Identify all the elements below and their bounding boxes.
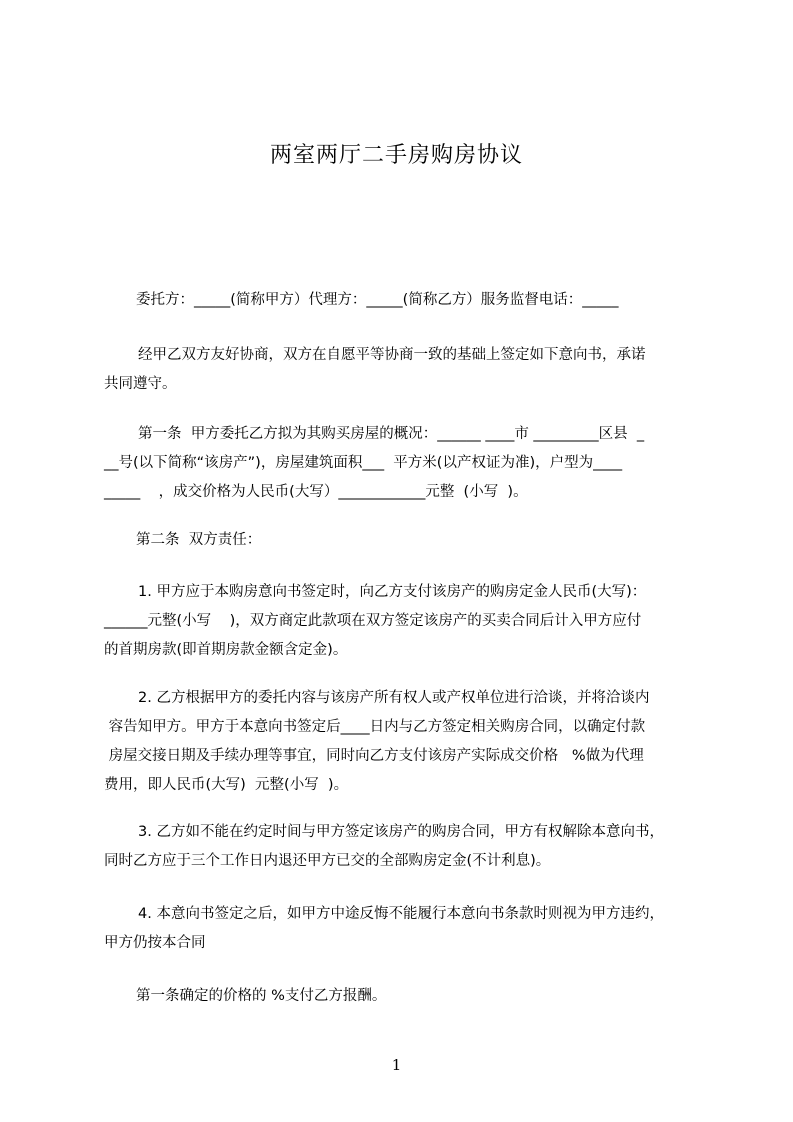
paragraph-line: 第一条确定的价格的 %支付乙方报酬。 — [136, 988, 387, 1004]
paragraph-line: 共同遵守。 — [104, 376, 177, 392]
paragraph-line: _____ ，成交价格为人民币(大写）____________元整 (小写 )。 — [104, 484, 528, 500]
article-one-paragraph — [104, 420, 704, 507]
article-two-heading — [104, 526, 704, 555]
clause-2-paragraph — [104, 684, 704, 800]
paragraph-line: 第一条 甲方委托乙方拟为其购买房屋的概况：______ ____市 _________区县 _ — [138, 426, 645, 442]
parties-paragraph — [104, 286, 704, 315]
paragraph-line: 容告知甲方。甲方于本意向书签定后____日内与乙方签定相关购房合同，以确定付款 — [104, 719, 646, 735]
paragraph-line: 甲方仍按本合同 — [104, 935, 206, 951]
paragraph-line: 同时乙方应于三个工作日内退还甲方已交的全部购房定金(不计利息)。 — [104, 853, 551, 869]
paragraph-line: 经甲乙双方友好协商，双方在自愿平等协商一致的基础上签定如下意向书，承诺 — [138, 347, 646, 363]
paragraph-line: ______元整(小写 )，双方商定此款项在双方签定该房产的买卖合同后计入甲方应付 — [104, 613, 642, 629]
paragraph-line: 的首期房款(即首期房款金额含定金)。 — [104, 642, 348, 658]
paragraph-line: 第二条 双方责任： — [136, 532, 262, 548]
clause-4-paragraph — [104, 900, 704, 958]
preamble-paragraph — [104, 341, 704, 399]
paragraph-line: 4. 本意向书签定之后，如甲方中途反悔不能履行本意向书条款时则视为甲方违约， — [138, 906, 664, 922]
paragraph-line: 2. 乙方根据甲方的委托内容与该房产所有权人或产权单位进行洽谈，并将洽谈内 — [138, 690, 650, 706]
paragraph-line: __号(以下简称“该房产”)，房屋建筑面积___ 平方米(以产权证为准)，户型为____ — [104, 455, 623, 471]
document-title: 两室两厅二手房购房协议 — [269, 143, 523, 168]
clause-1-paragraph — [104, 578, 704, 665]
paragraph-line: 1. 甲方应于本购房意向书签定时，向乙方支付该房产的购房定金人民币(大写)： — [138, 584, 647, 600]
page-number: 1 — [391, 1056, 402, 1074]
paragraph-line: 3. 乙方如不能在约定时间与甲方签定该房产的购房合同，甲方有权解除本意向书， — [138, 824, 664, 840]
clause-3-paragraph — [104, 818, 704, 876]
paragraph-line: 费用，即人民币(大写) 元整(小写 )。 — [104, 777, 349, 793]
paragraph-line: 委托方：_____(简称甲方）代理方：_____(简称乙方）服务监督电话：_____ — [136, 292, 619, 308]
paragraph-line: 房屋交接日期及手续办理等事宜，同时向乙方支付该房产实际成交价格 %做为代理 — [104, 748, 644, 764]
remuneration-paragraph — [104, 982, 704, 1011]
